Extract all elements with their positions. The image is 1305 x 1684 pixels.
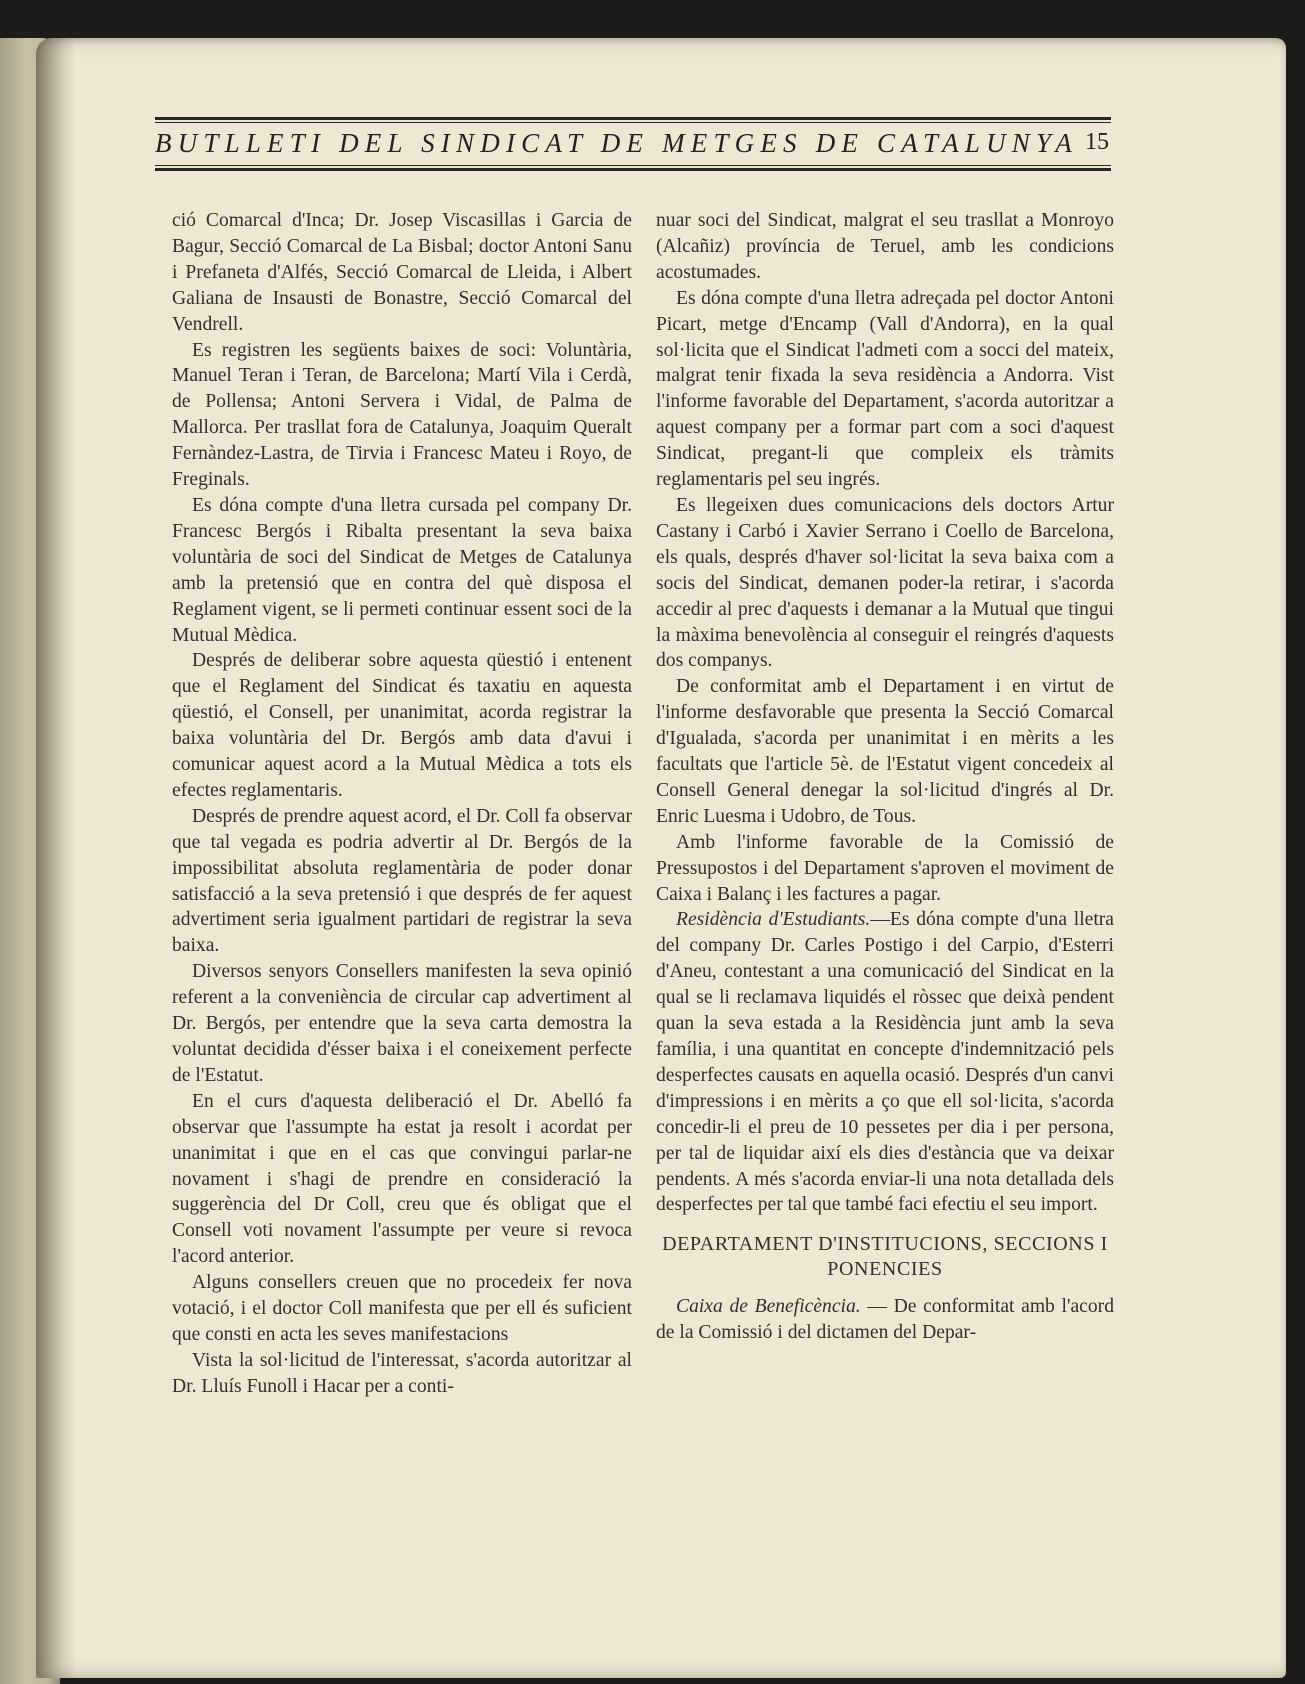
section-heading: DEPARTAMENT D'INSTITUCIONS, SECCIONS I PONENCIES [662,1233,1108,1281]
running-header [155,117,1111,173]
paragraph: Es dóna compte d'una lletra cursada pel company Dr. Francesc Bergós i Ribalta presentant la seva baixa voluntària de soci del Sindicat de Metges de Catalunya amb la pretensió que en contra del què disposa el Reglament vigent, se li permeti continuar essent soci de la Mutual Mèdica. [172,494,632,646]
paragraph: Vista la sol·licitud de l'interessat, s'acorda autoritzar al Dr. Lluís Funoll i Hacar per a conti- [172,1349,632,1397]
paragraph: Alguns consellers creuen que no procedeix fer nova votació, i el doctor Coll manifesta que per ell és suficient que consti en acta les seves manifestacions [172,1272,632,1345]
caixa-text: — De conformitat amb l'acord de la Comissió i del dictamen del Depar- [656,1296,1114,1344]
caixa-lead-in: Caixa de Beneficència. [676,1296,861,1318]
paragraph: Diversos senyors Consellers manifesten la seva opinió referent a la conveniència de circular cap advertiment al Dr. Bergós, per entendre que la seva carta demostra la voluntat decidida d'ésser baixa i el coneixement perfecte de l'Estatut. [172,961,632,1086]
residencia-paragraph [656,907,1114,1218]
paragraph: Es dóna compte d'una lletra adreçada pel doctor Antoni Picart, metge d'Encamp (Vall d'Andorra), en la qual sol·licita que el Sindicat l'admeti com a socci del mateix, malgrat tenir fixada la seva residència a Andorra. Vist l'informe favorable del Departament, s'acorda autoritzar a aquest company per a formar part com a soci d'aquest Sindicat, pregant-li que compleix els tràmits reglamentaris pel seu ingrés. [656,287,1114,491]
paragraph: nuar soci del Sindicat, malgrat el seu trasllat a Monroyo (Alcañiz) província de Teruel, amb les condicions acostumades. [656,210,1114,283]
right-column [656,208,1114,1346]
paragraph: ció Comarcal d'Inca; Dr. Josep Viscasillas i Garcia de Bagur, Secció Comarcal de La Bisbal; doctor Antoni Sanu i Prefaneta d'Alfés, Secció Comarcal de Lleida, i Albert Galiana de Insausti de Bonastre, Secció Comarcal del Vendrell. [172,210,632,335]
header-title: BUTLLETI DEL SINDICAT DE METGES DE CATALUNYA [155,128,1079,158]
header-rule-top-thin [155,122,1111,123]
page-number: 15 [1085,129,1109,155]
paragraph: Amb l'informe favorable de la Comissió de Pressupostos i del Departament s'aproven el moviment de Caixa i Balanç i les factures a pagar. [656,831,1114,905]
paragraph: De conformitat amb el Departament i en virtut de l'informe desfavorable que presenta la Secció Comarcal d'Igualada, s'acorda per unanimitat i en mèrits a les facultats que l'article 5è. de l'Estatut vigent concedeix al Consell General denegar la sol·licitud d'ingrés al Dr. Enric Luesma i Udobro, de Tous. [656,676,1114,827]
left-column [172,208,632,1400]
paragraph: En el curs d'aquesta deliberació el Dr. Abelló fa observar que l'assumpte ha estat ja resolt i acordat per unanimitat i que en el cas que convingui parlar-ne novament i s'hagi de prendre en consideració la suggerència del Dr Coll, creu que és obligat que el Consell voti novament l'assumpte per veure si revoca l'acord anterior. [172,1090,632,1268]
paragraph: Després de deliberar sobre aquesta qüestió i entenent que el Reglament del Sindicat és taxatiu en aquesta qüestió, el Consell, per unanimitat, acorda registrar la baixa voluntària del Dr. Bergós amb data d'avui i comunicar aquest acord a la Mutual Mèdica a tots els efectes reglamentaris. [172,650,632,801]
header-rule-bottom [155,168,1111,171]
paragraph: Es registren les següents baixes de soci: Voluntària, Manuel Teran i Teran, de Barcelona; Martí Vila i Cerdà, de Pollensa; Antoni Servera i Vidal, de Palma de Mallorca. Per trasllat fora de Catalunya, Joaquim Queralt Fernàndez-Lastra, de Tirvia i Francesc Mateu i Royo, de Freginals. [172,339,632,491]
paragraph: Després de prendre aquest acord, el Dr. Coll fa observar que tal vegada es podria advertir al Dr. Bergós de la impossibilitat absoluta reglamentària de poder donar satisfacció a la seva pretensió i que després de fer aquest advertiment seria igualment partidari de registrar la seva baixa. [172,805,632,957]
caixa-paragraph [656,1294,1114,1346]
header-rule-top [155,117,1111,120]
header-rule-bottom-thin [155,165,1111,166]
residencia-lead-in: Residència d'Estudiants. [676,909,871,931]
residencia-text: —Es dóna compte d'una lletra del company Dr. Carles Postigo i del Carpio, d'Esterri d'Aneu, contestant a una comunicació del Sindicat en la qual se li reclamava liquidés el ròssec que deixà pendent quan la seva estada a la Residència junt amb la seva família, i una quantitat en concepte d'indemnització pels desperfectes causats en aquella ocasió. Després d'un canvi d'impressions i en mèrits a ço que ell sol·licita, s'acorda concedir-li el preu de 10 pessetes per dia i per persona, per tal de liquidar així els dies d'estància que va deixar pendents. A més s'acorda enviar-li una nota detallada dels desperfectes per tal que també faci efectiu el seu import. [656,909,1114,1216]
paragraph: Es llegeixen dues comunicacions dels doctors Artur Castany i Carbó i Xavier Serrano i Coello de Barcelona, els quals, després d'haver sol·licitat la seva baixa com a socis del Sindicat, demanen poder-la retirar, i s'acorda accedir al prec d'aquests i demanar a la Mutual que tingui la màxima benevolència al conseguir el reingrés d'aquests dos companys. [656,494,1114,672]
